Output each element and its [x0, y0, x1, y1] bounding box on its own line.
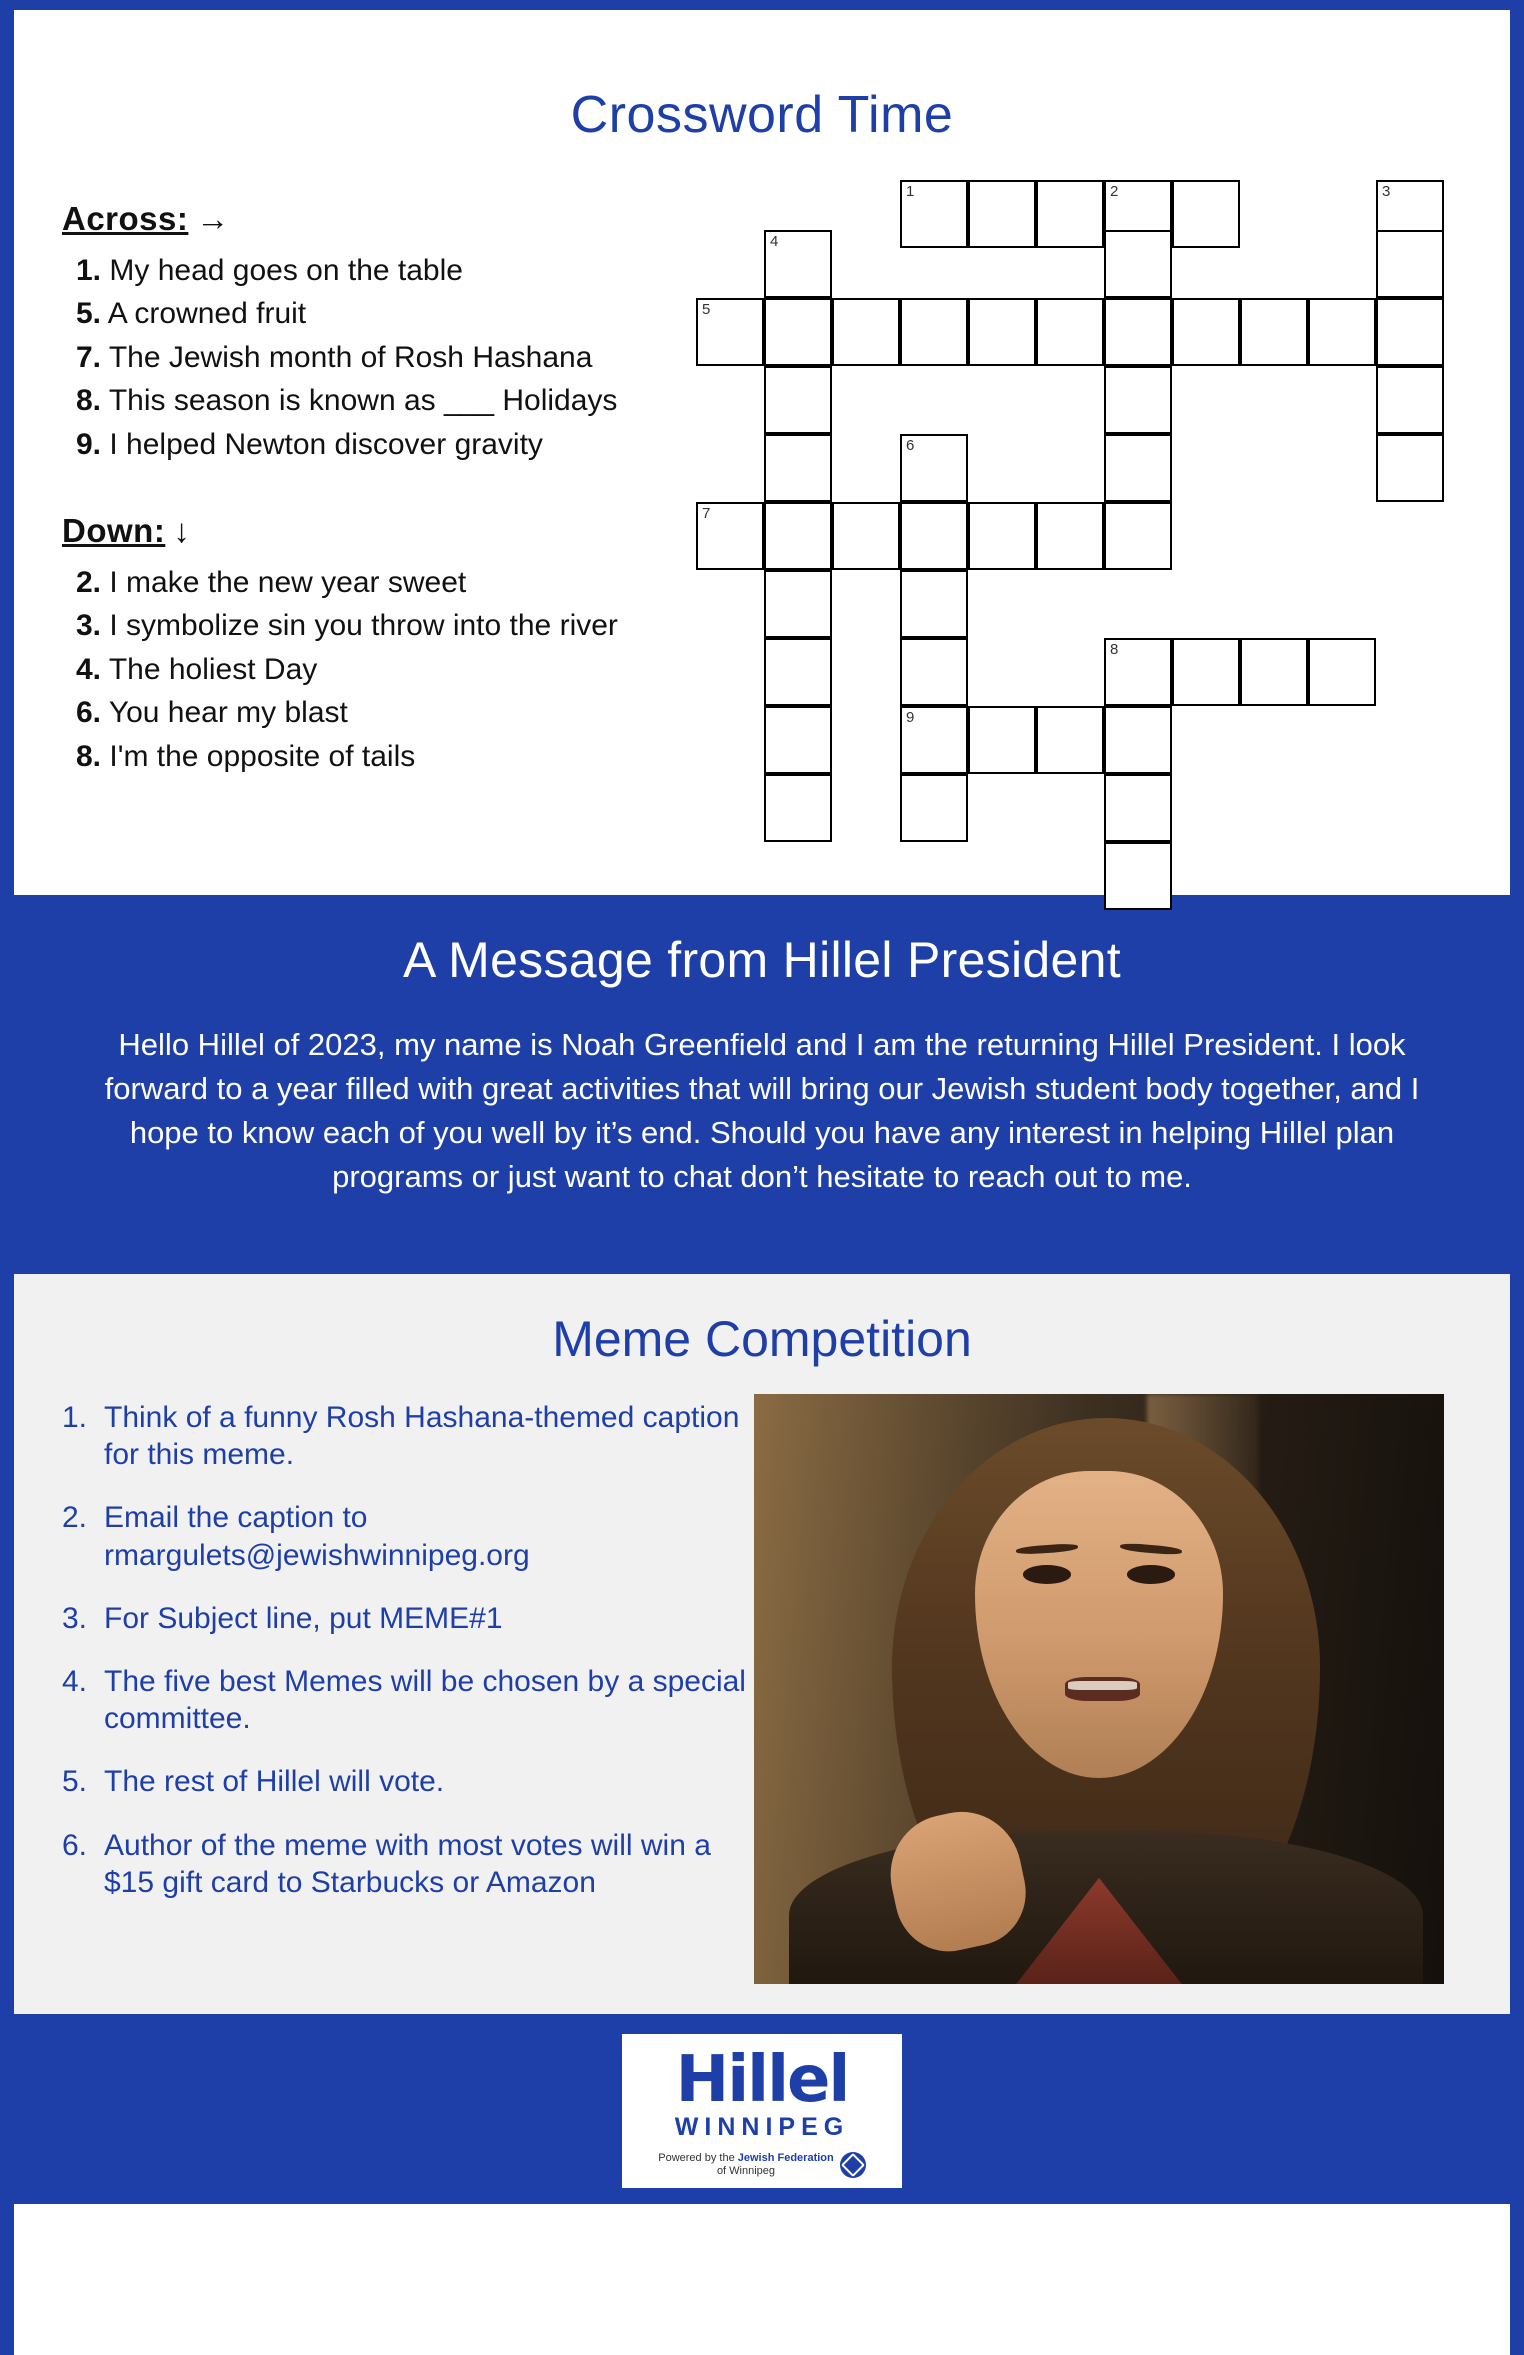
grid-cell[interactable] — [1172, 638, 1240, 706]
grid-cell[interactable] — [1240, 298, 1308, 366]
list-item — [76, 382, 762, 420]
meme-steps-list — [62, 1399, 752, 1927]
list-item — [76, 651, 762, 689]
down-block — [62, 512, 762, 776]
powered-org: Jewish Federation — [737, 2152, 834, 2165]
grid-cell[interactable] — [1104, 774, 1172, 842]
grid-cell[interactable] — [1308, 298, 1376, 366]
step-number: 5. — [62, 1765, 88, 1799]
grid-cell[interactable] — [968, 298, 1036, 366]
step-text: The five best Memes will be chosen by a special committee. — [104, 1665, 746, 1736]
grid-cell[interactable] — [1036, 298, 1104, 366]
grid-cell[interactable] — [900, 570, 968, 638]
grid-cell[interactable] — [1104, 298, 1172, 366]
grid-cell[interactable] — [1172, 298, 1240, 366]
cell-number: 9 — [906, 709, 915, 726]
clue-number: 8. — [76, 384, 102, 418]
photo-eye-right — [1127, 1565, 1175, 1584]
grid-cell[interactable] — [1104, 638, 1172, 706]
list-item — [76, 607, 762, 645]
grid-cell[interactable] — [1376, 230, 1444, 298]
logo-subtitle: WINNIPEG — [674, 2112, 850, 2141]
grid-cell[interactable] — [1104, 366, 1172, 434]
grid-cell[interactable] — [1104, 434, 1172, 502]
list-item — [62, 1499, 752, 1573]
list-item — [62, 1827, 752, 1901]
grid-cell[interactable] — [900, 774, 968, 842]
list-item — [62, 1663, 752, 1737]
cell-number: 1 — [906, 183, 915, 200]
grid-cell[interactable] — [900, 502, 968, 570]
powered-prefix: Powered by the — [658, 2152, 735, 2165]
president-body: Hello Hillel of 2023, my name is Noah Greenfield and I am the returning Hillel President. I look forward to a year filled with great activities that will bring our Jewish student body together, and I hope to know each of you well by it’s end. Should you have any interest in helping Hillel plan programs or just want to chat don’t hesitate to reach out to me. — [104, 1027, 1420, 1195]
cell-number: 5 — [702, 301, 711, 318]
grid-cell[interactable] — [832, 502, 900, 570]
grid-cell[interactable] — [968, 180, 1036, 248]
step-text: Author of the meme with most votes will win a $15 gift card to Starbucks or Amazon — [104, 1828, 711, 1899]
grid-cell[interactable] — [968, 706, 1036, 774]
grid-cell[interactable] — [764, 638, 832, 706]
grid-cell[interactable] — [1172, 180, 1240, 248]
down-label: Down: — [62, 511, 166, 549]
clue-number: 8. — [76, 739, 102, 773]
list-item — [76, 295, 762, 333]
clue-number: 9. — [76, 427, 102, 461]
grid-cell[interactable] — [1104, 706, 1172, 774]
down-arrow-icon: ↓ — [173, 511, 191, 549]
grid-cell[interactable] — [1240, 638, 1308, 706]
powered-org2: of Winnipeg — [716, 2164, 776, 2177]
grid-cell[interactable] — [900, 706, 968, 774]
list-item — [76, 426, 762, 464]
grid-cell[interactable] — [696, 298, 764, 366]
grid-cell[interactable] — [1376, 434, 1444, 502]
grid-cell[interactable] — [764, 298, 832, 366]
hillel-logo — [622, 2034, 902, 2188]
step-text: The rest of Hillel will vote. — [104, 1765, 445, 1799]
clue-text: You hear my blast — [108, 696, 348, 730]
crossword-grid — [702, 180, 1484, 900]
across-label: Across: — [62, 200, 189, 237]
footer — [14, 2014, 1510, 2204]
list-item — [62, 1763, 752, 1800]
grid-cell[interactable] — [764, 706, 832, 774]
grid-cell[interactable] — [1104, 230, 1172, 298]
cell-number: 6 — [906, 437, 915, 454]
cell-number: 7 — [702, 505, 711, 522]
grid-cell[interactable] — [764, 434, 832, 502]
logo-wordmark: Hillel — [675, 2043, 849, 2118]
grid-cell[interactable] — [764, 502, 832, 570]
clue-text: I helped Newton discover gravity — [109, 427, 543, 461]
grid-cell[interactable] — [696, 502, 764, 570]
step-number: 4. — [62, 1665, 88, 1698]
president-title: A Message from Hillel President — [403, 932, 1121, 988]
list-item — [76, 339, 762, 377]
step-text: Email the caption to rmargulets@jewishwinnipeg.org — [104, 1501, 530, 1572]
grid-cell[interactable] — [1376, 366, 1444, 434]
grid-cell[interactable] — [1104, 842, 1172, 910]
clue-text: This season is known as ___ Holidays — [108, 384, 618, 418]
grid-cell[interactable] — [1376, 298, 1444, 366]
down-clue-list — [76, 564, 762, 776]
grid-cell[interactable] — [1036, 706, 1104, 774]
clue-text: My head goes on the table — [109, 254, 463, 287]
clue-number: 6. — [76, 696, 102, 730]
grid-cell[interactable] — [1036, 502, 1104, 570]
grid-cell[interactable] — [764, 366, 832, 434]
photo-teeth — [1068, 1681, 1137, 1690]
clue-number: 5. — [76, 297, 102, 331]
clue-number: 7. — [76, 340, 102, 374]
cell-number: 2 — [1110, 183, 1119, 200]
across-heading — [62, 200, 762, 238]
meme-competition-section — [14, 1274, 1510, 2014]
grid-cell[interactable] — [900, 434, 968, 502]
list-item — [76, 694, 762, 732]
right-arrow-icon: → — [196, 200, 230, 237]
cell-number: 8 — [1110, 641, 1119, 658]
clue-text: I'm the opposite of tails — [109, 739, 416, 773]
list-item — [76, 738, 762, 776]
grid-cell[interactable] — [968, 502, 1036, 570]
grid-cell[interactable] — [1036, 180, 1104, 248]
step-text: For Subject line, put MEME#1 — [104, 1601, 503, 1635]
step-number: 2. — [62, 1501, 88, 1535]
cell-number: 4 — [770, 233, 779, 250]
down-heading — [62, 512, 762, 550]
grid-cell[interactable] — [1308, 638, 1376, 706]
grid-cell[interactable] — [832, 298, 900, 366]
clue-text: I symbolize sin you throw into the river — [109, 609, 618, 643]
grid-cell[interactable] — [1104, 502, 1172, 570]
list-item — [62, 1600, 752, 1637]
clue-text: I make the new year sweet — [109, 565, 467, 599]
clue-number: 4. — [76, 652, 102, 686]
powered-by-line — [640, 2152, 884, 2178]
clue-number: 2. — [76, 565, 102, 599]
grid-cell[interactable] — [764, 570, 832, 638]
step-number: 3. — [62, 1601, 88, 1635]
list-item — [76, 252, 762, 290]
clue-text: The Jewish month of Rosh Hashana — [108, 340, 593, 374]
clue-number: 3. — [76, 609, 102, 643]
meme-title: Meme Competition — [552, 1311, 972, 1368]
step-text: Think of a funny Rosh Hashana-themed caption for this meme. — [104, 1401, 740, 1472]
president-message-section — [14, 895, 1510, 1274]
grid-cell[interactable] — [764, 230, 832, 298]
list-item — [62, 1399, 752, 1473]
clue-number: 1. — [76, 254, 102, 287]
grid-cell[interactable] — [900, 298, 968, 366]
list-item — [76, 564, 762, 602]
grid-cell[interactable] — [900, 638, 968, 706]
across-clue-list — [76, 252, 762, 464]
cell-number: 3 — [1382, 183, 1391, 200]
grid-cell[interactable] — [900, 180, 968, 248]
page-title: Crossword Time — [570, 85, 954, 144]
step-number: 6. — [62, 1828, 88, 1862]
federation-seal-icon — [840, 2152, 866, 2178]
powered-text — [658, 2152, 833, 2177]
crossword-section — [14, 10, 1510, 895]
clue-text: A crowned fruit — [107, 297, 307, 331]
clues-panel — [62, 200, 762, 781]
clue-text: The holiest Day — [108, 652, 318, 686]
meme-image — [754, 1394, 1444, 1984]
step-number: 1. — [62, 1401, 88, 1435]
grid-cell[interactable] — [764, 774, 832, 842]
